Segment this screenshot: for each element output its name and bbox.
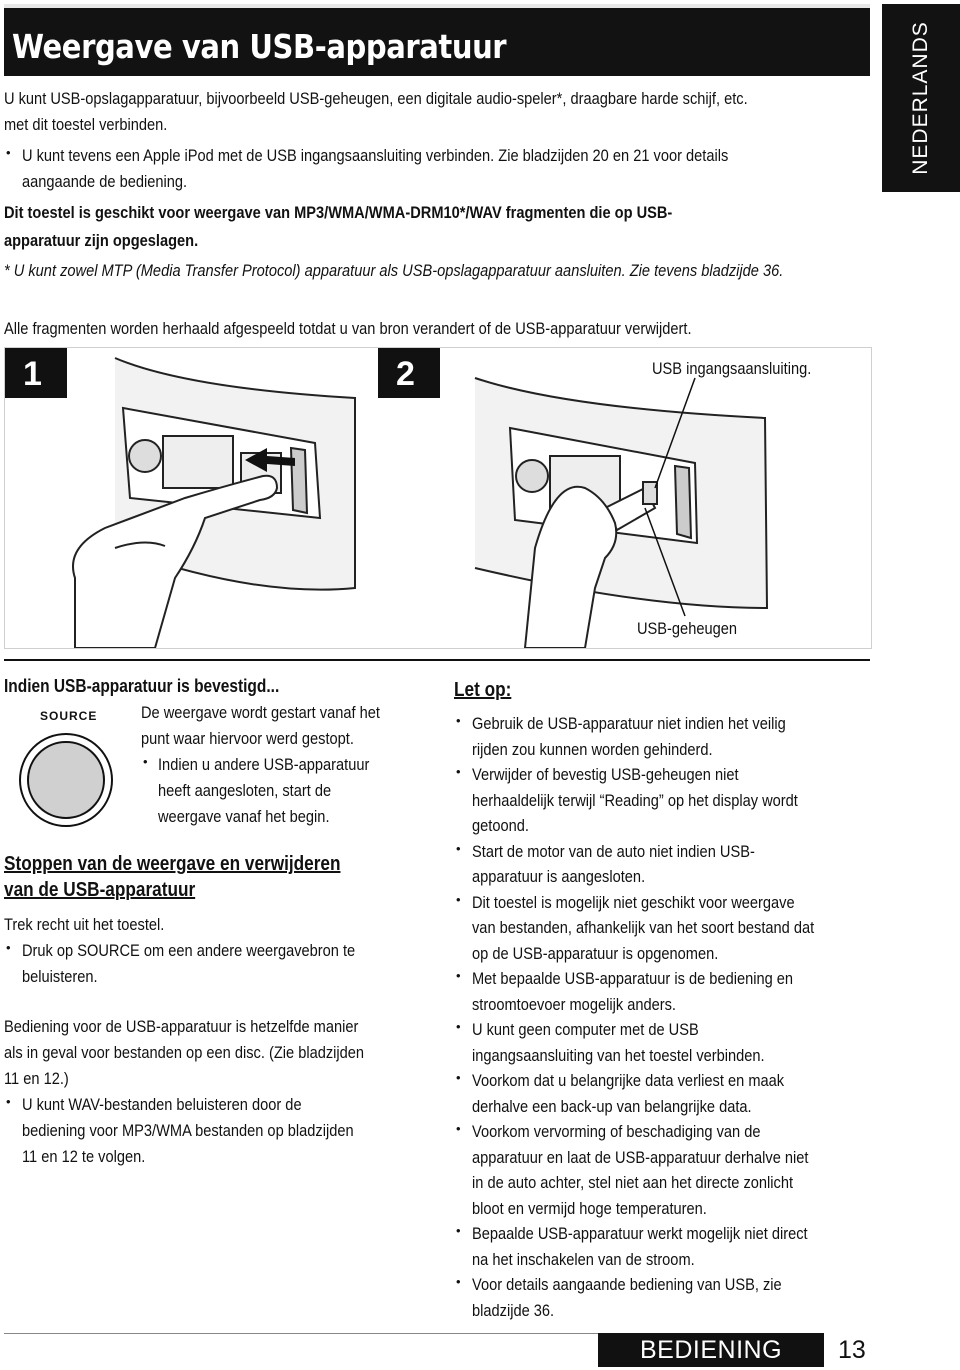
caution-line: Voorkom dat u belangrijke data verliest en maak xyxy=(472,1071,785,1090)
header xyxy=(4,4,870,76)
supported-formats-line-1: Dit toestel is geschikt voor weergave van MP3/WMA/WMA-DRM10*/WAV fragmenten die op USB- xyxy=(4,203,673,222)
page-title: Weergave van USB-apparatuur xyxy=(12,27,507,66)
illustration-svg xyxy=(5,348,871,648)
caution-line: apparatuur is aangesloten. xyxy=(472,867,646,886)
caution-line: apparatuur en laat de USB-apparatuur derhalve niet xyxy=(472,1147,809,1167)
confirmed-line-1: De weergave wordt gestart vanaf het xyxy=(141,703,380,722)
confirmed-bullet-line-3: weergave vanaf het begin. xyxy=(158,807,330,826)
operation-line-1: Bediening voor de USB-apparatuur is hetzelfde manier xyxy=(4,1017,359,1036)
caution-line: U kunt geen computer met de USB xyxy=(472,1020,699,1039)
confirmed-bullet-line-2: heeft aangesloten, start de xyxy=(158,781,332,800)
stop-heading-line-1: Stoppen van de weergave en verwijderen xyxy=(4,853,341,875)
step-1-number: 1 xyxy=(23,355,42,393)
bullet-icon: • xyxy=(456,764,461,779)
bullet-icon: • xyxy=(456,713,461,728)
usb-memory-label: USB-geheugen xyxy=(637,619,737,638)
bullet-icon: • xyxy=(456,840,461,856)
caution-line: derhalve een back-up van belangrijke data. xyxy=(472,1096,752,1116)
bullet-icon: • xyxy=(6,1094,11,1109)
stop-line-1: Trek recht uit het toestel. xyxy=(4,915,165,934)
caution-line: ingangsaansluiting van het toestel verbinden. xyxy=(472,1045,765,1065)
section-divider xyxy=(4,659,870,661)
stop-bullet-line-1: Druk op SOURCE om een andere weergavebron te xyxy=(22,941,356,960)
repeat-note: Alle fragmenten worden herhaald afgespeeld totdat u van bron verandert of de USB-apparatuur verwijdert. xyxy=(4,319,692,338)
operation-bullet-line-2: bediening voor MP3/WMA bestanden op bladzijden xyxy=(22,1121,354,1140)
operation-line-3: 11 en 12.) xyxy=(4,1069,69,1088)
caution-line: Verwijder of bevestig USB-geheugen niet xyxy=(472,765,739,784)
caution-line: getoond. xyxy=(472,816,529,835)
bullet-icon: • xyxy=(456,891,461,907)
confirmed-heading: Indien USB-apparatuur is bevestigd... xyxy=(4,676,280,696)
caution-line: herhaaldelijk terwijl “Reading” op het display wordt xyxy=(472,790,798,810)
car-stereo-2 xyxy=(475,378,767,608)
bullet-icon: • xyxy=(456,968,461,983)
intro-bullet-line-2: aangaande de bediening. xyxy=(22,172,188,191)
bullet-icon: • xyxy=(143,754,148,769)
caution-line: Voor details aangaande bediening van USB, zie xyxy=(472,1275,782,1294)
step-2-number: 2 xyxy=(396,355,415,393)
caution-line: Start de motor van de auto niet indien USB- xyxy=(472,841,755,861)
bullet-icon: • xyxy=(456,1019,461,1034)
bullet-icon: • xyxy=(456,1070,461,1085)
caution-line: Gebruik de USB-apparatuur niet indien het veilig xyxy=(472,714,786,733)
caution-line: rijden zou kunnen worden gehinderd. xyxy=(472,739,713,759)
operation-bullet-line-3: 11 en 12 te volgen. xyxy=(22,1147,146,1166)
language-tab xyxy=(882,4,960,192)
bullet-icon: • xyxy=(456,1274,461,1289)
intro-bullet-line-1: U kunt tevens een Apple iPod met de USB ingangsaansluiting verbinden. Zie bladzijden 20 en 21 voor details xyxy=(22,146,729,165)
illustration xyxy=(4,347,872,649)
page-number: 13 xyxy=(838,1336,866,1364)
caution-line: na het inschakelen van de stroom. xyxy=(472,1249,695,1269)
caution-line: Dit toestel is mogelijk niet geschikt voor weergave xyxy=(472,892,795,912)
bullet-icon: • xyxy=(6,940,11,955)
stop-bullet-line-2: beluisteren. xyxy=(22,967,98,986)
operation-line-2: als in geval voor bestanden op een disc. (Zie bladzijden xyxy=(4,1043,365,1062)
caution-line: Bepaalde USB-apparatuur werkt mogelijk niet direct xyxy=(472,1224,808,1243)
caution-line: in de auto achter, stel niet aan het directe zonlicht xyxy=(472,1173,794,1192)
bullet-icon: • xyxy=(456,1223,461,1238)
caution-heading: Let op: xyxy=(454,679,512,701)
confirmed-line-2: punt waar hiervoor werd gestopt. xyxy=(141,729,354,748)
caution-line: Met bepaalde USB-apparatuur is de bediening en xyxy=(472,969,794,988)
footer-line xyxy=(4,1333,598,1334)
stop-heading-line-2: van de USB-apparatuur xyxy=(4,879,196,901)
source-button-icon xyxy=(16,730,116,830)
footnote: * U kunt zowel MTP (Media Transfer Protocol) apparatuur als USB-opslagapparatuur aansluiten. Zie tevens bladzijde 36. xyxy=(4,261,784,280)
header-bar xyxy=(4,8,870,76)
caution-line: bladzijde 36. xyxy=(472,1300,555,1320)
footer-section-label: BEDIENING xyxy=(639,1336,783,1364)
usb-input-label: USB ingangsaansluiting. xyxy=(652,359,812,378)
caution-line: stroomtoevoer mogelijk anders. xyxy=(472,994,676,1014)
bullet-icon: • xyxy=(6,145,11,160)
operation-bullet-line-1: U kunt WAV-bestanden beluisteren door de xyxy=(22,1095,302,1114)
intro-line-2: met dit toestel verbinden. xyxy=(4,115,168,134)
language-tab-label: NEDERLANDS xyxy=(909,21,932,175)
bullet-icon: • xyxy=(456,1121,461,1136)
caution-line: op de USB-apparatuur is opgenomen. xyxy=(472,943,719,963)
source-button-label: SOURCE xyxy=(40,709,98,723)
caution-line: van bestanden, afhankelijk van het soort bestand dat xyxy=(472,918,815,937)
caution-line: bloot en vermijd hoge temperaturen. xyxy=(472,1198,707,1218)
confirmed-bullet-line-1: Indien u andere USB-apparatuur xyxy=(158,755,370,774)
intro-line-1: U kunt USB-opslagapparatuur, bijvoorbeeld USB-geheugen, een digitale audio-speler*, draagbare harde schijf, etc. xyxy=(4,89,748,108)
supported-formats-line-2: apparatuur zijn opgeslagen. xyxy=(4,231,199,250)
caution-line: Voorkom vervorming of beschadiging van de xyxy=(472,1122,761,1141)
